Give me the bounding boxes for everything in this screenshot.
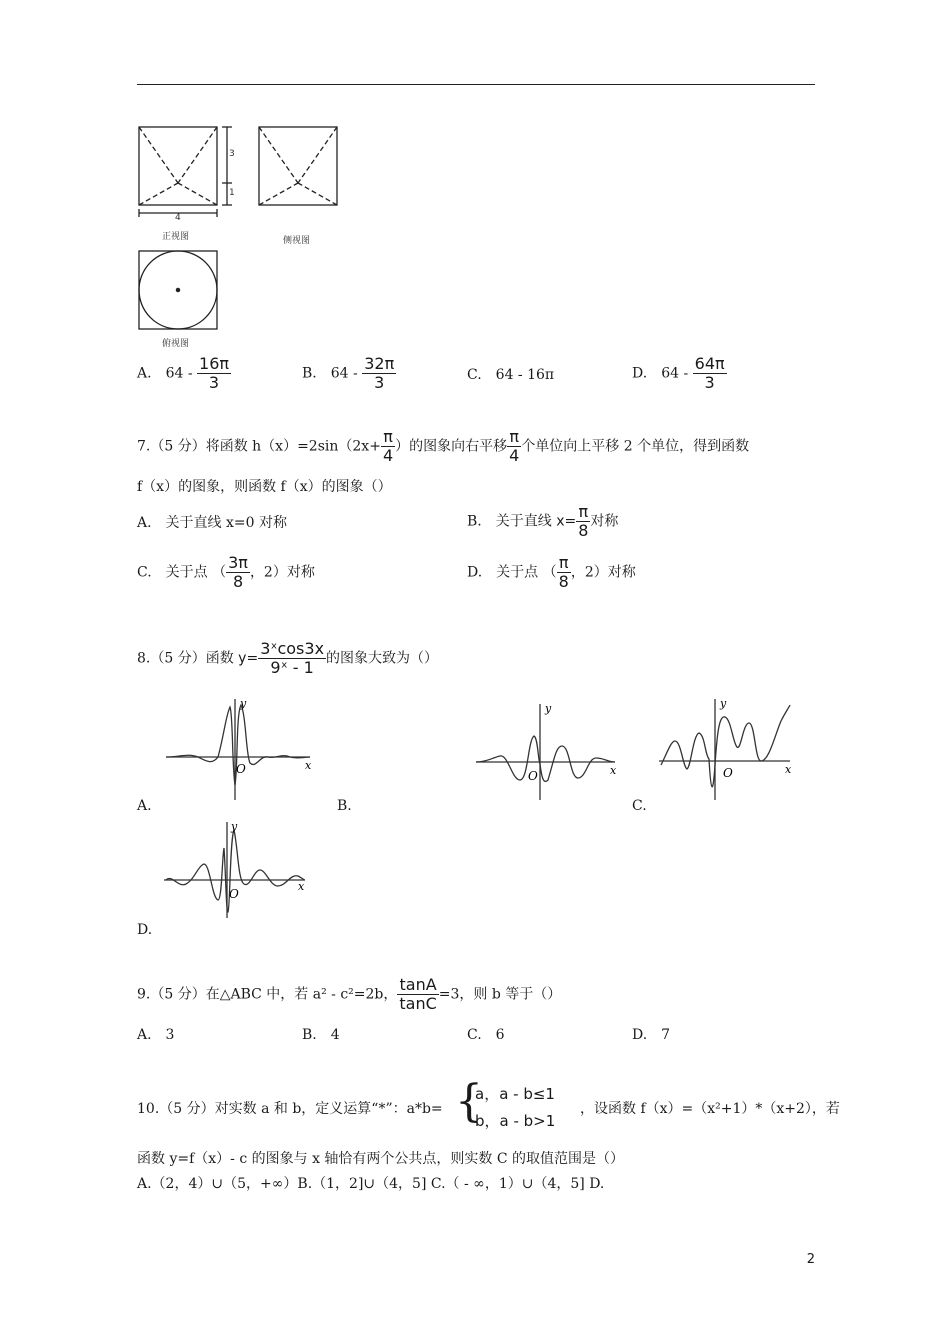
side-view (259, 127, 337, 205)
q10-options: A.（2，4）∪（5，+∞）B.（1，2]∪（4，5] C.（ - ∞，1）∪（4，5] D. (137, 1176, 605, 1192)
q7-stem-line2: f（x）的图象，则函数 f（x）的图象（） (137, 479, 392, 495)
graph-b-origin: O (528, 769, 538, 783)
graph-d-y-label: y (231, 820, 238, 833)
q8-label-b: B. (337, 798, 352, 814)
graph-c-x-label: x (785, 763, 792, 776)
q8-graph-b (470, 700, 625, 805)
q9-option-a: A. 3 (137, 1027, 175, 1043)
q10-stem-suffix: ，设函数 f（x）=（x²+1）*（x+2），若 (580, 1101, 840, 1117)
q8-label-a: A. (137, 798, 152, 814)
q7-stem: 7.（5 分）将函数 h（x）=2sin（2x+ $\frac{\pi}{4}$ ）的图象向右平移 $\frac{\pi}{4}$ 个单位向上平移 2 个单位，得到函数 (137, 427, 750, 465)
q8-graph-d (160, 818, 315, 923)
graph-b-y-label: y (545, 702, 552, 715)
front-view (139, 127, 232, 217)
front-view-caption: 正视图 (162, 232, 190, 242)
top-view-caption: 俯视图 (162, 339, 190, 349)
brace-icon: { (455, 1076, 483, 1127)
q6-option-b: B. 64 - $\frac{32\pi}{3}$ (302, 354, 395, 392)
q8-graph-a (160, 695, 320, 805)
q6-option-c: C. 64 - 16π (467, 367, 555, 383)
q7-option-b: B. 关于直线 x= $\frac{\pi}{8}$ 对称 (467, 502, 619, 540)
q10-stem-prefix: 10.（5 分）对实数 a 和 b，定义运算“*”：a*b= (137, 1101, 443, 1117)
graph-c-origin: O (723, 766, 733, 780)
q10-stem-line2: 函数 y=f（x）- c 的图象与 x 轴恰有两个公共点，则实数 C 的取值范围是（） (137, 1151, 625, 1167)
q7-option-a: A. 关于直线 x=0 对称 (137, 515, 287, 531)
header-rule (137, 84, 815, 85)
top-view (139, 251, 217, 329)
graph-c-y-label: y (720, 697, 727, 710)
dim-3-label: 3 (229, 149, 235, 159)
q10-case-2: b，a - b>1 (475, 1112, 556, 1130)
q9-option-c: C. 6 (467, 1027, 505, 1043)
q8-stem: 8.（5 分）函数 y= $\frac{\text{3ˣcos3x}}{\text{9ˣ - 1}}$ 的图象大致为（） (137, 639, 439, 677)
q7-option-c: C. 关于点 （ $\frac{3\pi}{8}$ ，2）对称 (137, 553, 315, 591)
graph-b-x-label: x (610, 764, 617, 777)
graph-a-y-label: y (240, 697, 247, 710)
dim-4-label: 4 (175, 213, 181, 223)
dim-1-label: 1 (229, 188, 235, 198)
q9-stem: 9.（5 分）在△ABC 中，若 a² - c²=2b， $\frac{\tan A}{\tan C}$ =3，则 b 等于（） (137, 975, 562, 1013)
page-number: 2 (806, 1252, 815, 1267)
q8-graph-c (655, 695, 800, 805)
q10-case-1: a，a - b≤1 (475, 1085, 555, 1103)
q8-label-d: D. (137, 922, 153, 938)
q9-option-d: D. 7 (632, 1027, 671, 1043)
graph-a-origin: O (236, 762, 246, 776)
graph-d-origin: O (229, 887, 239, 901)
q6-option-d: D. 64 - $\frac{64\pi}{3}$ (632, 354, 725, 392)
graph-d-x-label: x (298, 880, 305, 893)
q8-label-c: C. (632, 798, 647, 814)
q9-option-b: B. 4 (302, 1027, 340, 1043)
graph-a-x-label: x (305, 759, 312, 772)
q7-option-d: D. 关于点 （ $\frac{\pi}{8}$ ，2）对称 (467, 553, 636, 591)
q6-option-a: A. 64 - $\frac{16\pi}{3}$ (137, 354, 230, 392)
side-view-caption: 侧视图 (283, 236, 311, 246)
